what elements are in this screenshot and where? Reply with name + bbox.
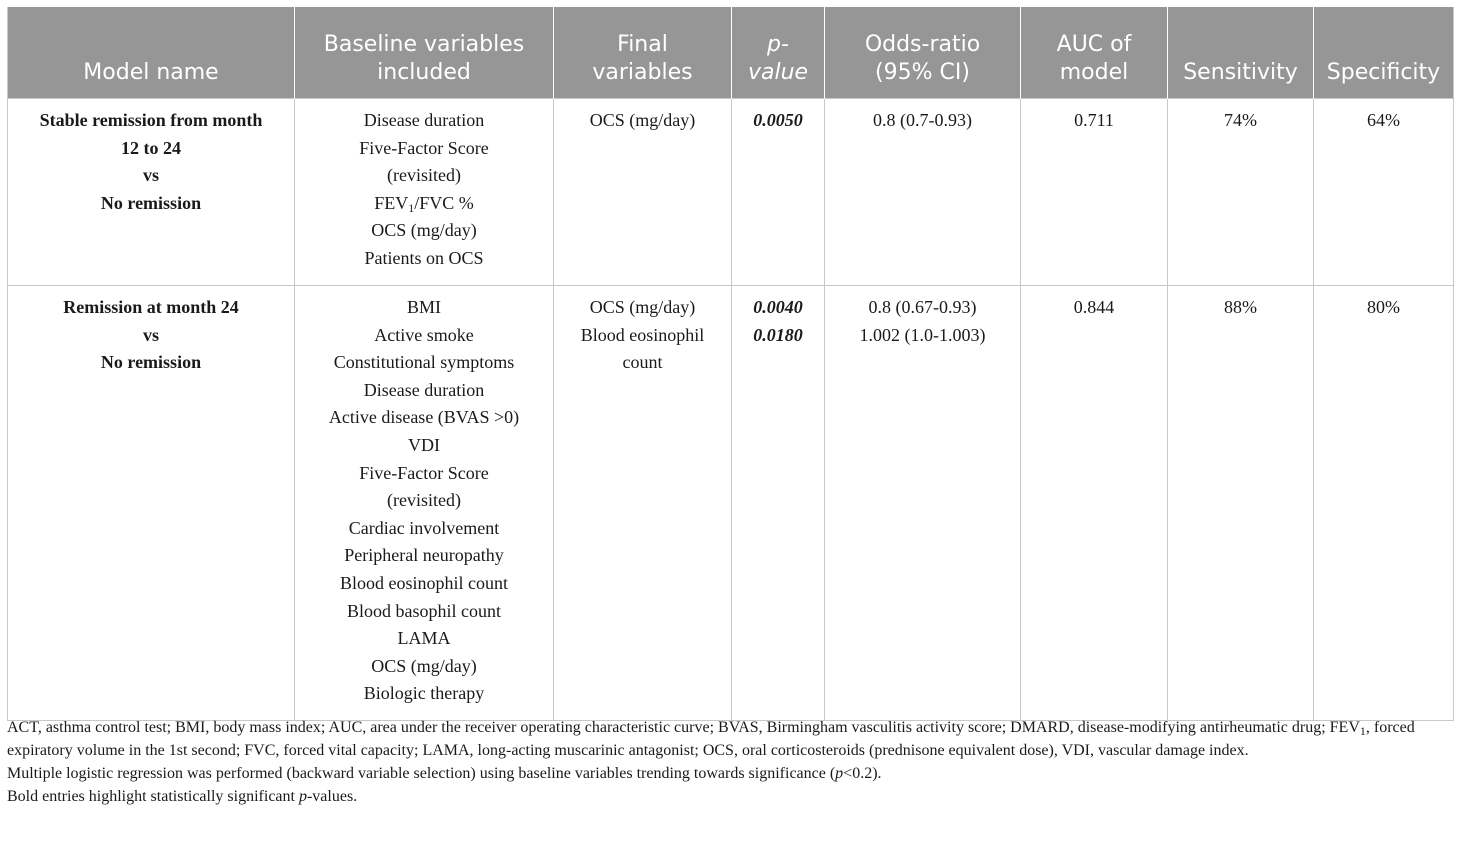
header-baseline-variables: Baseline variables included bbox=[295, 7, 554, 99]
regression-results-table bbox=[7, 7, 1454, 721]
table-footnotes bbox=[7, 716, 1453, 808]
header-row bbox=[8, 7, 1454, 99]
final-variables-cell: OCS (mg/day) bbox=[554, 99, 732, 286]
footnote-abbreviations: ACT, asthma control test; BMI, body mass index; AUC, area under the receiver operating characteristic curve; BVAS, Birmingham vasculitis activity score; DMARD, disease-modifying antirheumatic drug; $FEV_1$, forced expiratory volume in the 1st second; FVC, forced vital capacity; LAMA, long-acting muscarinic antagonist; OCS, oral corticosteroids (prednisone equivalent dose), VDI, vascular damage index. bbox=[7, 719, 1415, 759]
footnote-regression: Multiple logistic regression was performed (backward variable selection) using baseline variables trending towards significance (p<0.2). bbox=[7, 765, 882, 782]
model-name-cell: Remission at month 24 vs No remission bbox=[8, 286, 295, 721]
footnote-bold: Bold entries highlight statistically significant p-values. bbox=[7, 788, 358, 805]
baseline-variables-cell: Disease duration Five-Factor Score (revisited) $FEV_1$/FVC % OCS (mg/day) Patients on OCS bbox=[295, 99, 554, 286]
header-specificity: Specificity bbox=[1314, 7, 1454, 99]
header-p-value: p- value bbox=[732, 7, 825, 99]
sensitivity-cell: 74% bbox=[1168, 99, 1314, 286]
specificity-cell: 64% bbox=[1314, 99, 1454, 286]
odds-ratio-cell: 0.8 (0.7-0.93) bbox=[825, 99, 1021, 286]
results-table-container bbox=[7, 7, 1453, 721]
final-variables-cell: OCS (mg/day) Blood eosinophil count bbox=[554, 286, 732, 721]
header-odds-ratio: Odds-ratio (95% CI) bbox=[825, 7, 1021, 99]
table-row bbox=[8, 99, 1454, 286]
auc-cell: 0.844 bbox=[1021, 286, 1168, 721]
baseline-variables-cell: BMI Active smoke Constitutional symptoms Disease duration Active disease (BVAS >0) VDI Five-Factor Score (revisited) Cardiac involvement Peripheral neuropathy Blood eosinophil count Blood basophil count LAMA OCS (mg/day) Biologic therapy bbox=[295, 286, 554, 721]
header-final-variables: Final variables bbox=[554, 7, 732, 99]
odds-ratio-cell: 0.8 (0.67-0.93) 1.002 (1.0-1.003) bbox=[825, 286, 1021, 721]
auc-cell: 0.711 bbox=[1021, 99, 1168, 286]
table-row bbox=[8, 286, 1454, 721]
header-auc: AUC of model bbox=[1021, 7, 1168, 99]
header-sensitivity: Sensitivity bbox=[1168, 7, 1314, 99]
header-model-name: Model name bbox=[8, 7, 295, 99]
p-value-cell: 0.0040 0.0180 bbox=[732, 286, 825, 721]
sensitivity-cell: 88% bbox=[1168, 286, 1314, 721]
model-name-cell: Stable remission from month 12 to 24 vs No remission bbox=[8, 99, 295, 286]
p-value-cell: 0.0050 bbox=[732, 99, 825, 286]
specificity-cell: 80% bbox=[1314, 286, 1454, 721]
